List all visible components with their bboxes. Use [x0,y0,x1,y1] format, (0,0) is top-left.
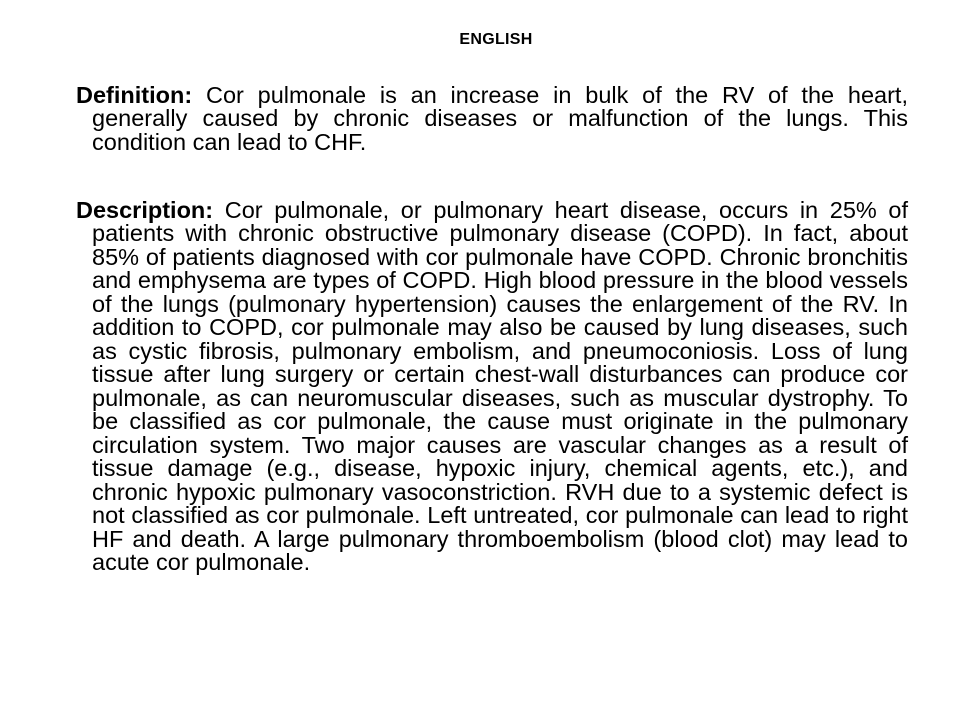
description-paragraph [76,196,908,575]
description-text: Cor pulmonale, or pulmonary heart disease, occurs in 25% of patients with chronic obstructive pulmonary disease (COPD). In fact, about 85% of patients diagnosed with cor pulmonale have COPD. Chronic bronchitis and emphysema are types of COPD. High blood pressure in the blood vessels of the lungs (pulmonary hypertension) causes the enlargement of the RV. In addition to COPD, cor pulmonale may also be caused by lung diseases, such as cystic fibrosis, pulmonary embolism, and pneumoconiosis. Loss of lung tissue after lung surgery or certain chest-wall disturbances can produce cor pulmonale, as can neuromuscular diseases, such as muscular dystrophy. To be classified as cor pulmonale, the cause must originate in the pulmonary circulation system. Two major causes are vascular changes as a result of tissue damage (e.g., disease, hypoxic injury, chemical agents, etc.), and chronic hypoxic pulmonary vasoconstriction. RVH due to a systemic defect is not classified as cor pulmonale. Left untreated, cor pulmonale can lead to right HF and death. A large pulmonary thromboembolism (blood clot) may lead to acute cor pulmonale. [92,196,908,575]
page-heading: ENGLISH [459,31,533,48]
description-label: Description: [76,196,214,223]
definition-label: Definition: [76,81,193,108]
definition-text: Cor pulmonale is an increase in bulk of the RV of the heart, generally caused by chronic diseases or malfunction of the lungs. This condition can lead to CHF. [92,81,908,155]
definition-paragraph [76,81,908,155]
